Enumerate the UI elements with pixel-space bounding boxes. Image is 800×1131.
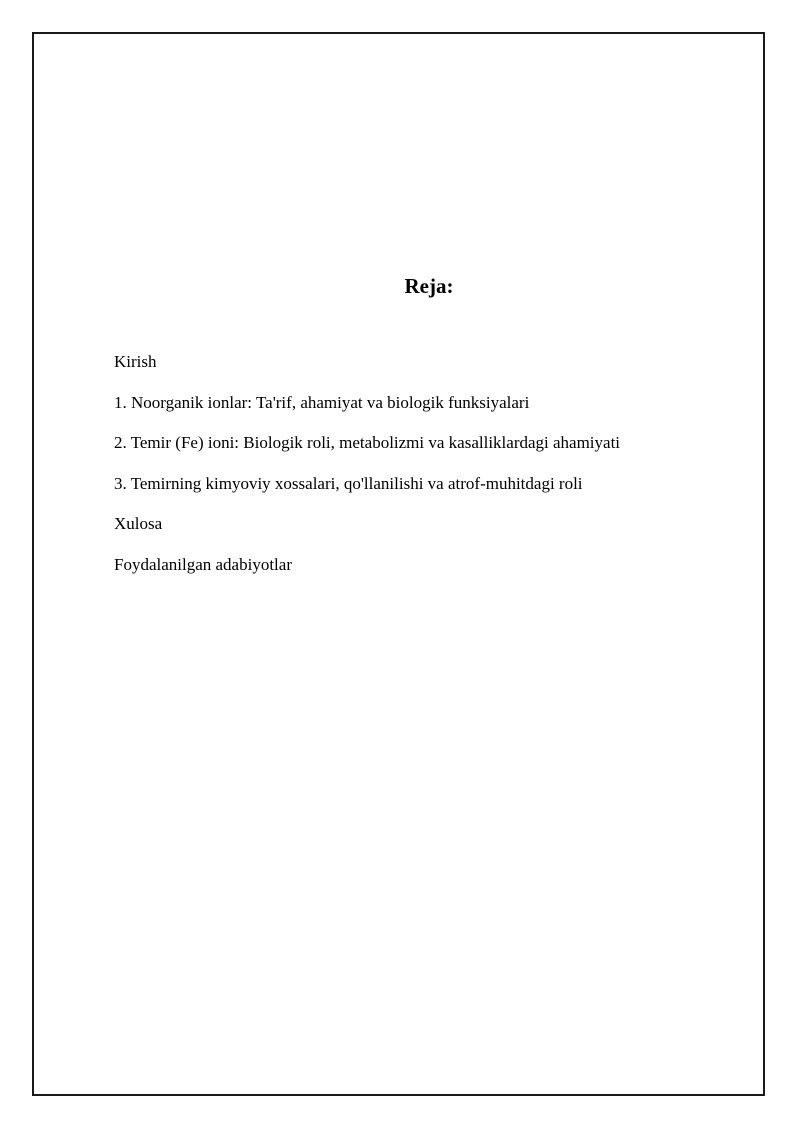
toc-item-section-2: 2. Temir (Fe) ioni: Biologik roli, metabolizmi va kasalliklardagi ahamiyati (114, 433, 621, 452)
toc-item-section-1: 1. Noorganik ionlar: Ta'rif, ahamiyat va biologik funksiyalari (114, 392, 530, 412)
toc-item-section-3: 3. Temirning kimyoviy xossalari, qo'llanilishi va atrof-muhitdagi roli (114, 473, 583, 493)
page-title: Reja: (404, 274, 454, 298)
toc-item-references: Foydalanilgan adabiyotlar (114, 554, 292, 574)
toc-item-conclusion: Xulosa (114, 514, 163, 533)
toc-item-introduction: Kirish (114, 352, 157, 371)
table-of-contents (114, 350, 620, 593)
